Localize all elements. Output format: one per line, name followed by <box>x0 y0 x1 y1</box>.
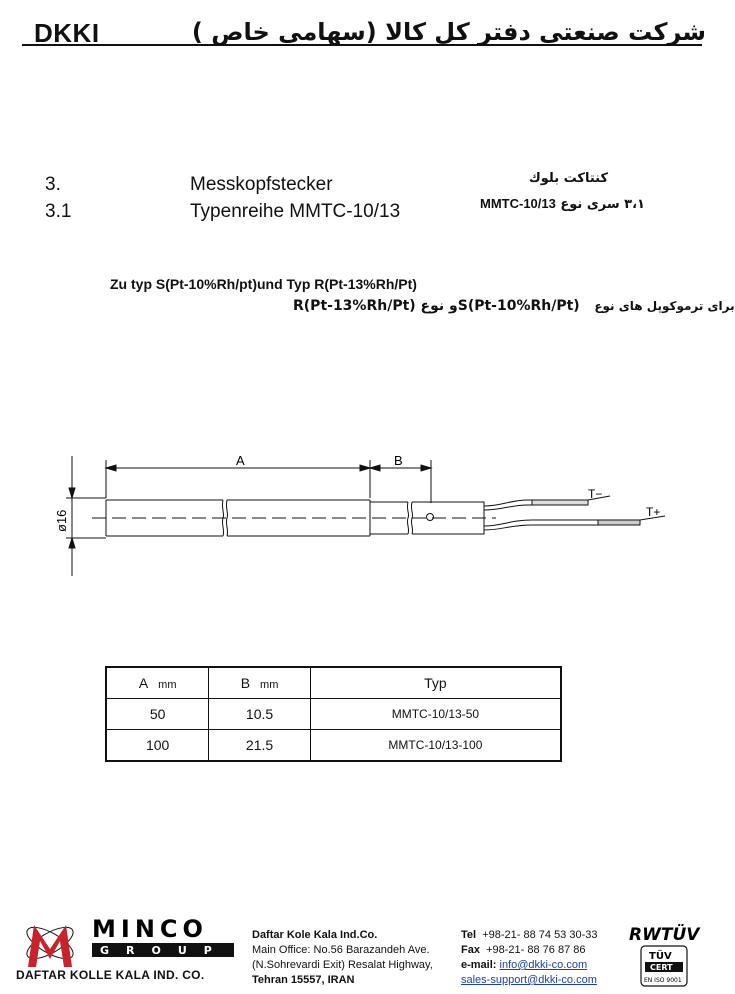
fax-value: +98-21- 88 76 87 86 <box>486 944 586 956</box>
table-header-row <box>106 667 561 699</box>
section-number: 3. <box>45 174 61 195</box>
cell-typ: MMTC-10/13-50 <box>310 699 561 730</box>
break-left-2 <box>226 500 227 536</box>
logo-group-text: GROUP <box>100 944 229 957</box>
email-label: e-mail: <box>461 959 497 971</box>
tuv-certification-badge <box>627 924 709 990</box>
lead-minus-wire-2 <box>484 505 588 510</box>
rwtuv-text: RWTÜV <box>629 925 700 945</box>
dim-a-label: A <box>236 453 245 468</box>
spec-table <box>105 666 562 762</box>
type-applicability: Zu typ S(Pt-10%Rh/pt)und Typ R(Pt-13%Rh/Pt) <box>110 276 417 292</box>
type-s-code: S(Pt-10%Rh/Pt) <box>457 298 580 314</box>
section-title: Messkopfstecker <box>190 174 333 195</box>
subsection-number: 3.1 <box>45 201 72 222</box>
address-company: Daftar Kole Kala Ind.Co. <box>252 929 378 941</box>
lead-plus-wire-2 <box>484 525 640 530</box>
pin-hole <box>427 514 434 521</box>
company-name-fa: شركت صنعتي دفتر كل كالا (سهامي خاص ) <box>191 18 706 46</box>
cell-b: 10.5 <box>209 699 310 730</box>
logo-minco-text: MINCO <box>92 915 208 943</box>
cert-text: CERT <box>650 963 673 972</box>
tel-label: Tel <box>461 929 477 941</box>
for-thermocouple-fa: برای ترموکوپل های نوع <box>594 299 735 313</box>
cell-a: 50 <box>106 699 209 730</box>
series-label-fa: ۳،۱ سری نوع <box>560 197 645 212</box>
footer-address <box>252 928 433 988</box>
minco-group-logo <box>12 915 240 969</box>
cell-typ: MMTC-10/13-100 <box>310 730 561 762</box>
address-line: (N.Sohrevardi Exit) Resalat Highway, <box>252 959 433 971</box>
dia-arrow-top <box>69 488 75 498</box>
type-applicability-fa <box>293 298 735 314</box>
table-row <box>106 699 561 730</box>
brand-logo-text: DKKI <box>34 18 100 48</box>
connector-drawing <box>40 448 680 583</box>
and-type-fa: و نوع <box>420 298 458 314</box>
address-line: Main Office: No.56 Barazandeh Ave. <box>252 944 430 956</box>
col-header-b: B mm <box>209 667 310 699</box>
contact-block-fa: كنتاكت بلوك <box>528 171 608 186</box>
header-divider <box>22 44 702 46</box>
table-row <box>106 730 561 762</box>
series-code: MMTC-10/13 <box>480 196 556 211</box>
address-city: Tehran 15557, IRAN <box>252 974 355 986</box>
cell-b: 21.5 <box>209 730 310 762</box>
email-info-link[interactable]: info@dkki-co.com <box>499 959 588 971</box>
lead-plus-sheath <box>598 520 640 525</box>
iso-text: EN ISO 9001 <box>644 977 682 984</box>
dim-b-arrow-right <box>421 465 431 471</box>
dim-b-label: B <box>394 453 403 468</box>
tel-value: +98-21- 88 74 53 30-33 <box>482 929 598 941</box>
dim-b-arrow-left <box>370 465 380 471</box>
dim-a-arrow-left <box>106 465 116 471</box>
cell-a: 100 <box>106 730 209 762</box>
footer-contact <box>461 928 598 988</box>
type-r-code: R(Pt-13%Rh/Pt) <box>293 298 416 314</box>
lead-plus-label: T+ <box>646 505 661 519</box>
break-right <box>407 502 408 534</box>
email-sales-link[interactable]: sales-support@dkki-co.com <box>461 974 597 986</box>
fax-label: Fax <box>461 944 480 956</box>
lead-minus-sheath <box>532 500 588 505</box>
tuv-text: TÜV <box>649 951 672 962</box>
series-fa <box>480 196 645 212</box>
col-header-typ: Typ <box>310 667 561 699</box>
diameter-label: ø16 <box>54 509 69 532</box>
dia-arrow-bottom <box>69 538 75 548</box>
subsection-title: Typenreihe MMTC-10/13 <box>190 201 401 222</box>
lead-minus-label: T− <box>588 487 603 501</box>
col-header-a: A mm <box>106 667 209 699</box>
logo-tagline: DAFTAR KOLLE KALA IND. CO. <box>16 968 205 982</box>
